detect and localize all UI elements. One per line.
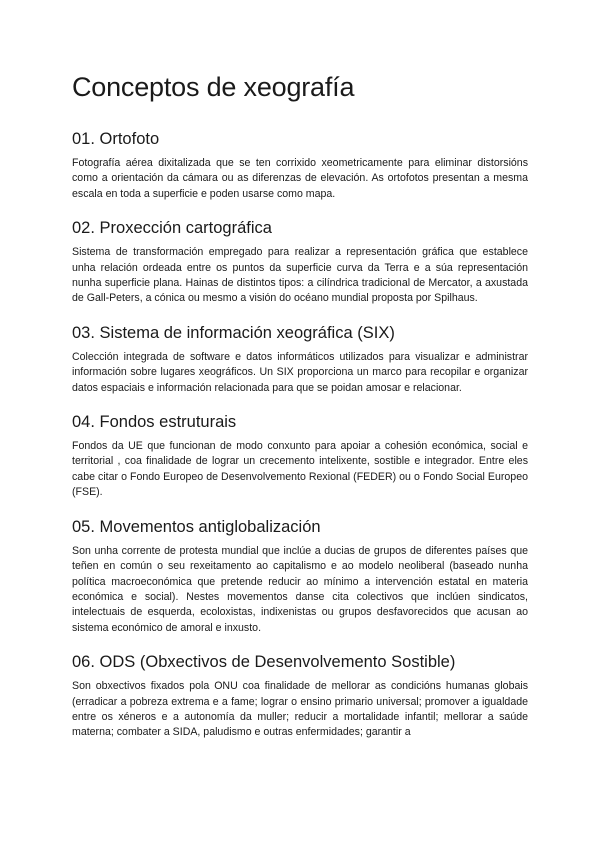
document-title: Conceptos de xeografía bbox=[72, 72, 355, 102]
section-heading: 02. Proxección cartográfica bbox=[72, 219, 272, 238]
section-six bbox=[72, 322, 528, 396]
section-body: Sistema de transformación empregado para realizar a representación gráfica que establece unha relación ordeada entre os puntos da superficie curva da Terra e a súa representación nunha superficie plana. Hainas de distintos tipos: a cilíndrica tradicional de Mercator, a axustada de Gall-Peters, a cónica ou mesmo a visión do océano mundial proposta por Spilhaus. bbox=[72, 246, 528, 305]
section-ods bbox=[72, 651, 528, 741]
section-proxeccion-cartografica bbox=[72, 217, 528, 307]
section-movementos-antiglobalizacion bbox=[72, 516, 528, 636]
section-body: Colección integrada de software e datos informáticos utilizados para visualizar e administrar información sobre lugares xeográficos. Un SIX proporciona un marco para recopilar e organizar datos espaciais e información relacionada para que se poidan amosar e relacionar. bbox=[72, 350, 528, 394]
document-page bbox=[72, 68, 528, 756]
section-heading: 04. Fondos estruturais bbox=[72, 413, 237, 432]
section-heading: 01. Ortofoto bbox=[72, 130, 160, 148]
section-heading: 06. ODS (Obxectivos de Desenvolvemento Sostible) bbox=[72, 653, 456, 672]
section-fondos-estruturais bbox=[72, 411, 528, 501]
section-body: Son obxectivos fixados pola ONU coa finalidade de mellorar as condicións humanas globais (erradicar a pobreza extrema e a fame; lograr o ensino primario universal; promover a igualdade entre os xéneros e a autonomía da muller; reducir a mortalidade infantil; mellorar a saúde materna; combater a SIDA, paludismo e outras enfermidades; garantir a bbox=[72, 680, 528, 739]
section-body: Fotografía aérea dixitalizada que se ten corrixido xeometricamente para eliminar distorsións como a orientación da cámara ou as diferenzas de elevación. As ortofotos presentan a mesma escala en toda a superficie e poden usarse como mapa. bbox=[72, 157, 528, 200]
section-heading: 05. Movementos antiglobalización bbox=[72, 517, 321, 536]
section-body: Fondos da UE que funcionan de modo conxunto para apoiar a cohesión económica, social e territorial , coa finalidade de lograr un crecemento intelixente, sostible e integrador. Entre eles cabe citar o Fondo Europeo de Desenvolvemento Rexional (FEDER) ou o Fondo Social Europeo (FSE). bbox=[72, 440, 528, 499]
section-body: Son unha corrente de protesta mundial que inclúe a ducias de grupos de diferentes países que teñen en común o seu rexeitamento ao capitalismo e ao modelo neoliberal (baseado nunha política macroeconómica que pretende reducir ao mínimo a intervención estatal en materia económica e social). Nestes movementos danse cita colectivos que inclúen sindicatos, intelectuais de esquerda, ecoloxistas, indixenistas ou grupos desfavorecidos que acusan ao sistema económico de amoral e inxusto. bbox=[72, 544, 528, 634]
section-heading: 03. Sistema de información xeográfica (SIX) bbox=[72, 323, 395, 342]
section-ortofoto bbox=[72, 128, 528, 202]
